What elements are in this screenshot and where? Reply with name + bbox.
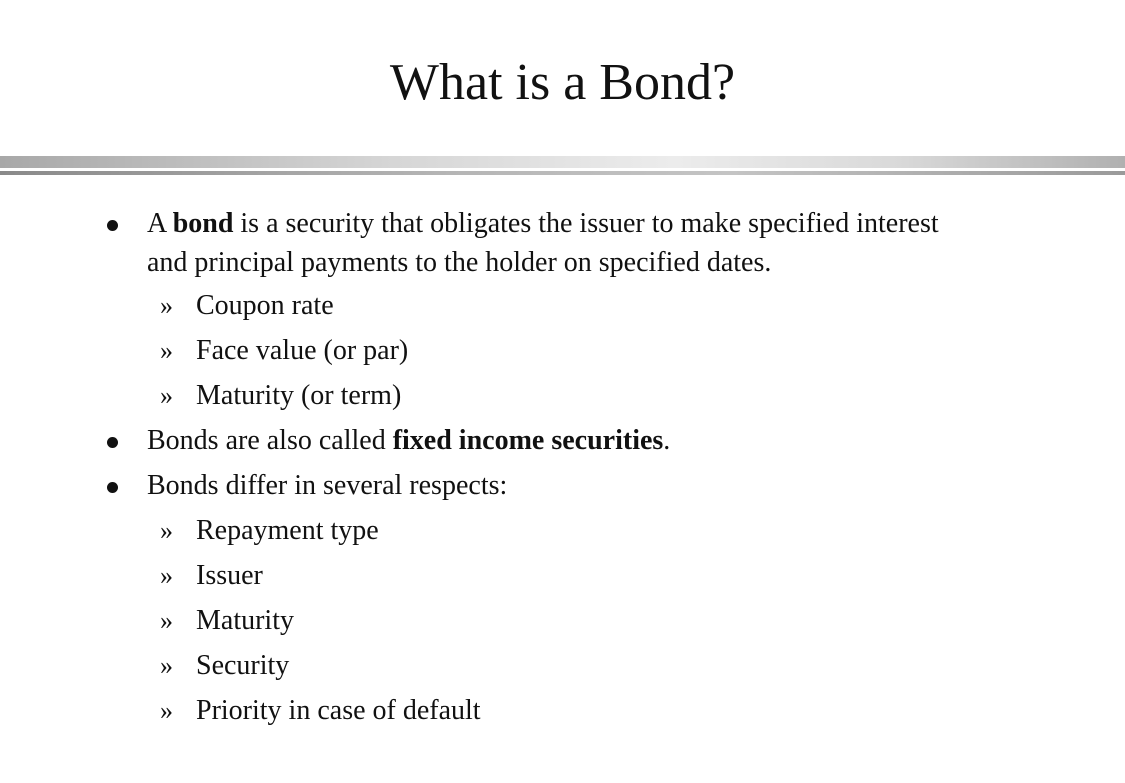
sub-item-coupon-rate: Coupon rate [196, 290, 334, 321]
sub-bullet-marker-icon: » [160, 606, 173, 635]
sub-bullet-marker-icon: » [160, 336, 173, 365]
sub-item-repayment-type: Repayment type [196, 515, 379, 546]
sub-bullet-marker-icon: » [160, 291, 173, 320]
sub-item-security: Security [196, 650, 290, 681]
bullet-1-line-2: and principal payments to the holder on specified dates. [147, 247, 772, 278]
bullet-2-line-1: Bonds are also called fixed income securities. [147, 425, 671, 456]
sub-bullet-marker-icon: » [160, 516, 173, 545]
sub-item-face-value: Face value (or par) [196, 335, 409, 366]
sub-bullet-marker-icon: » [160, 696, 173, 725]
sub-item-maturity-term: Maturity (or term) [196, 380, 402, 411]
sub-item-issuer: Issuer [196, 560, 263, 591]
sub-item-priority-default: Priority in case of default [196, 695, 481, 726]
fixed-income-term: fixed income securities [392, 425, 664, 456]
bullet-1-line-1: A bond is a security that obligates the issuer to make specified interest [147, 208, 939, 239]
sub-item-maturity: Maturity [196, 605, 294, 636]
sub-bullet-marker-icon: » [160, 381, 173, 410]
sub-bullet-marker-icon: » [160, 561, 173, 590]
slide-title: What is a Bond? [389, 54, 736, 111]
bullet-3-line-1: Bonds differ in several respects: [147, 470, 508, 501]
bullet-icon [107, 482, 118, 493]
sub-bullet-marker-icon: » [160, 651, 173, 680]
bond-term: bond [172, 208, 234, 239]
bullet-icon [107, 220, 118, 231]
bullet-icon [107, 437, 118, 448]
